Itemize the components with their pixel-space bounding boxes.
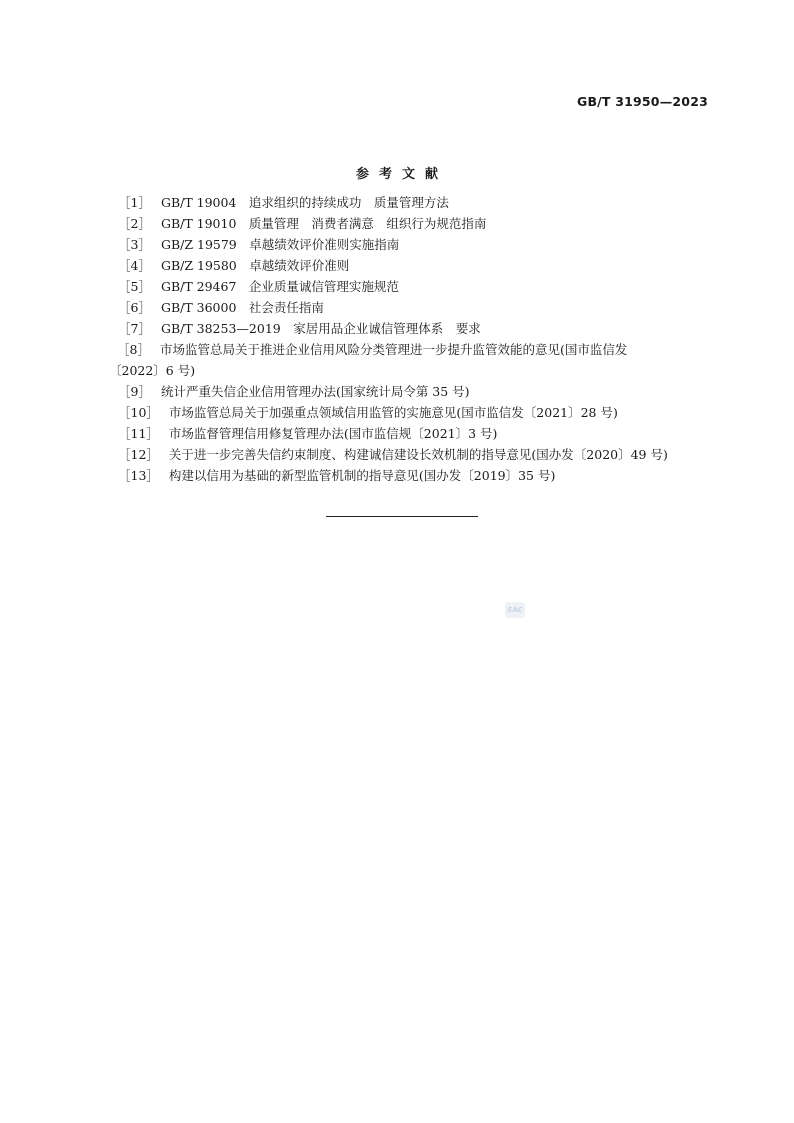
reference-number: ［9］ xyxy=(118,384,151,399)
sac-watermark-logo: SAC xyxy=(505,602,525,618)
reference-number: ［2］ xyxy=(118,216,151,231)
reference-number: ［10］ xyxy=(118,405,159,420)
reference-item xyxy=(118,423,718,444)
reference-item xyxy=(109,339,718,381)
reference-number: ［1］ xyxy=(118,195,151,210)
reference-number: ［13］ xyxy=(118,468,159,483)
reference-text: 市场监管总局关于推进企业信用风险分类管理进一步提升监管效能的意见(国市监信发 xyxy=(159,342,628,357)
reference-item xyxy=(118,297,718,318)
reference-number: ［5］ xyxy=(118,279,151,294)
reference-item xyxy=(118,276,718,297)
end-rule xyxy=(326,516,478,517)
reference-item xyxy=(118,318,718,339)
reference-item xyxy=(118,234,718,255)
reference-number: ［3］ xyxy=(118,237,151,252)
reference-number: ［11］ xyxy=(118,426,159,441)
reference-number: ［12］ xyxy=(118,447,159,462)
reference-text: GB/T 36000 社会责任指南 xyxy=(160,300,324,315)
reference-text: 市场监管总局关于加强重点领域信用监管的实施意见(国市监信发〔2021〕28 号) xyxy=(168,405,618,420)
reference-number: ［6］ xyxy=(118,300,151,315)
reference-item xyxy=(118,381,718,402)
reference-text: GB/T 19004 追求组织的持续成功 质量管理方法 xyxy=(160,195,449,210)
reference-item xyxy=(118,213,718,234)
reference-text: 构建以信用为基础的新型监管机制的指导意见(国办发〔2019〕35 号) xyxy=(168,468,556,483)
reference-item xyxy=(118,192,718,213)
standard-code: GB/T 31950—2023 xyxy=(576,94,708,109)
reference-item xyxy=(118,255,718,276)
reference-number: ［8］ xyxy=(117,342,150,357)
reference-text: 市场监督管理信用修复管理办法(国市监信规〔2021〕3 号) xyxy=(168,426,498,441)
reference-text: GB/T 38253—2019 家居用品企业诚信管理体系 要求 xyxy=(160,321,481,336)
reference-text-continued: 〔2022〕6 号) xyxy=(109,363,196,378)
reference-number: ［7］ xyxy=(118,321,151,336)
reference-text: 关于进一步完善失信约束制度、构建诚信建设长效机制的指导意见(国办发〔2020〕49 号) xyxy=(168,447,668,462)
reference-item xyxy=(118,444,718,465)
reference-text: 统计严重失信企业信用管理办法(国家统计局令第 35 号) xyxy=(160,384,470,399)
reference-item xyxy=(118,465,718,486)
reference-text: GB/Z 19579 卓越绩效评价准则实施指南 xyxy=(160,237,400,252)
reference-text: GB/T 29467 企业质量诚信管理实施规范 xyxy=(160,279,399,294)
reference-text: GB/T 19010 质量管理 消费者满意 组织行为规范指南 xyxy=(160,216,487,231)
reference-text: GB/Z 19580 卓越绩效评价准则 xyxy=(160,258,350,273)
reference-number: ［4］ xyxy=(118,258,151,273)
reference-list xyxy=(109,192,718,486)
reference-item xyxy=(118,402,718,423)
section-title: 参考文献 xyxy=(355,167,448,182)
